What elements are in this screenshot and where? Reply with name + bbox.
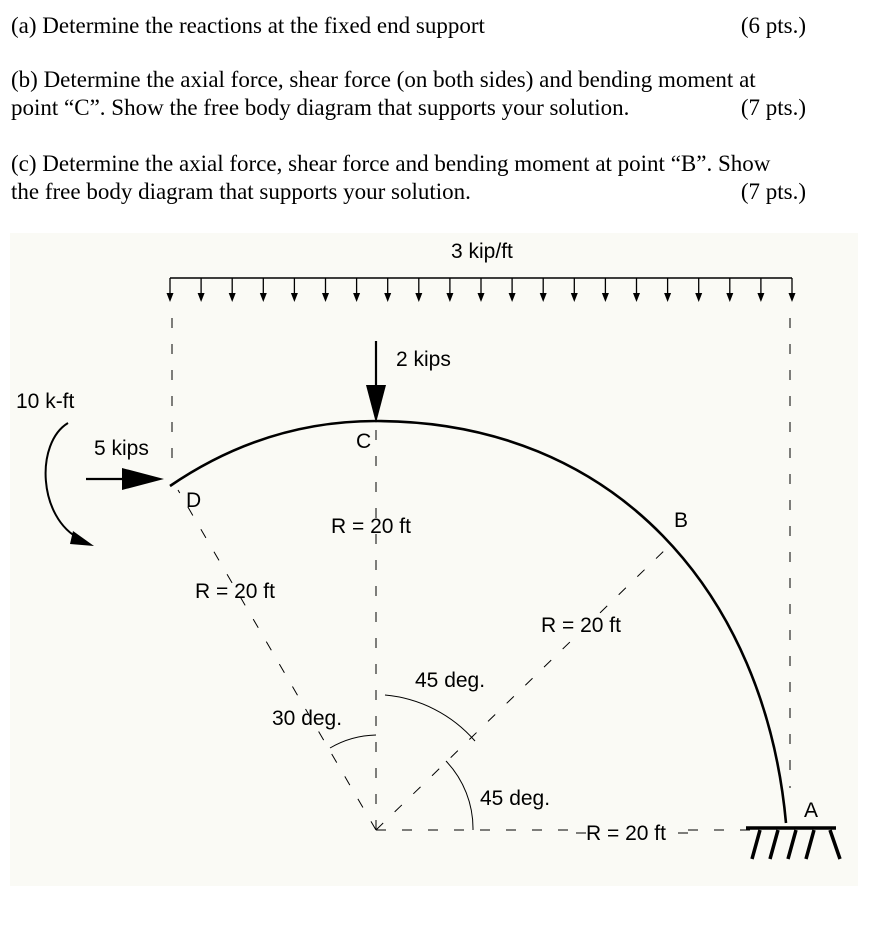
question-b-line-2: point “C”. Show the free body diagram that supports your solution. <box>11 95 630 120</box>
angle-arc-45-upper <box>385 695 475 741</box>
angle-arc-30 <box>330 735 376 748</box>
point-load-label: 2 kips <box>396 348 451 371</box>
question-b-line-2-wrap <box>11 94 861 122</box>
load-arrow-head <box>789 293 796 302</box>
arch-figure <box>10 233 858 886</box>
radius-bottom-label: R = 20 ft <box>586 822 666 845</box>
load-arrow-head <box>198 293 205 302</box>
horizontal-load-label: 5 kips <box>94 437 149 460</box>
moment-label: 10 k-ft <box>16 390 75 413</box>
angle-45-lower-label: 45 deg. <box>480 787 551 810</box>
question-b <box>11 66 861 122</box>
question-a-points: (6 pts.) <box>740 13 806 38</box>
distributed-load-label: 3 kip/ft <box>451 240 513 263</box>
distributed-load <box>167 278 796 302</box>
load-arrow-head <box>291 293 298 302</box>
radius-diagonal-label: R = 20 ft <box>541 614 621 637</box>
load-arrow-head <box>167 293 174 302</box>
load-arrow-head <box>633 293 640 302</box>
question-a <box>11 12 861 40</box>
point-d-label: D <box>186 489 202 512</box>
fixed-support <box>746 828 840 859</box>
question-c <box>11 150 861 206</box>
moment-arrow <box>46 423 94 546</box>
question-c-line-1: (c) Determine the axial force, shear force and bending moment at point “B”. Show <box>11 151 771 176</box>
question-c-line-2: the free body diagram that supports your solution. <box>11 179 471 204</box>
angle-45-upper-label: 45 deg. <box>415 669 486 692</box>
load-arrow-head <box>415 293 422 302</box>
load-arrow-head <box>757 293 764 302</box>
question-c-points: (7 pts.) <box>740 179 806 204</box>
load-arrow-head <box>229 293 236 302</box>
arch-member <box>170 421 786 823</box>
question-c-line-2-wrap <box>11 178 861 206</box>
load-arrow-head <box>353 293 360 302</box>
load-arrow-head <box>726 293 733 302</box>
question-b-line-1: (b) Determine the axial force, shear force (on both sides) and bending moment at <box>11 67 756 92</box>
angle-arc-45-lower <box>446 761 473 830</box>
point-load-arrow <box>366 341 386 423</box>
load-arrow-head <box>664 293 671 302</box>
point-c-label: C <box>356 430 372 453</box>
load-arrow-head <box>322 293 329 302</box>
radius-vertical-label: R = 20 ft <box>331 515 411 538</box>
question-a-line-1: (a) Determine the reactions at the fixed end support <box>11 13 485 38</box>
load-arrow-head <box>384 293 391 302</box>
point-b-label: B <box>674 509 689 532</box>
load-arrow-head <box>446 293 453 302</box>
question-b-points: (7 pts.) <box>740 95 806 120</box>
radius-left-label: R = 20 ft <box>195 580 275 603</box>
angle-30-label: 30 deg. <box>272 707 343 730</box>
arch-diagram <box>10 233 858 886</box>
load-arrow-head <box>695 293 702 302</box>
load-arrow-head <box>540 293 547 302</box>
horizontal-load-arrow <box>86 468 164 490</box>
load-arrow-head <box>602 293 609 302</box>
point-a-label: A <box>804 799 819 822</box>
load-arrow-head <box>260 293 267 302</box>
radius-line-d <box>178 490 376 830</box>
load-arrow-head <box>509 293 516 302</box>
load-arrow-head <box>571 293 578 302</box>
load-arrow-head <box>478 293 485 302</box>
load-arrows <box>167 278 796 302</box>
